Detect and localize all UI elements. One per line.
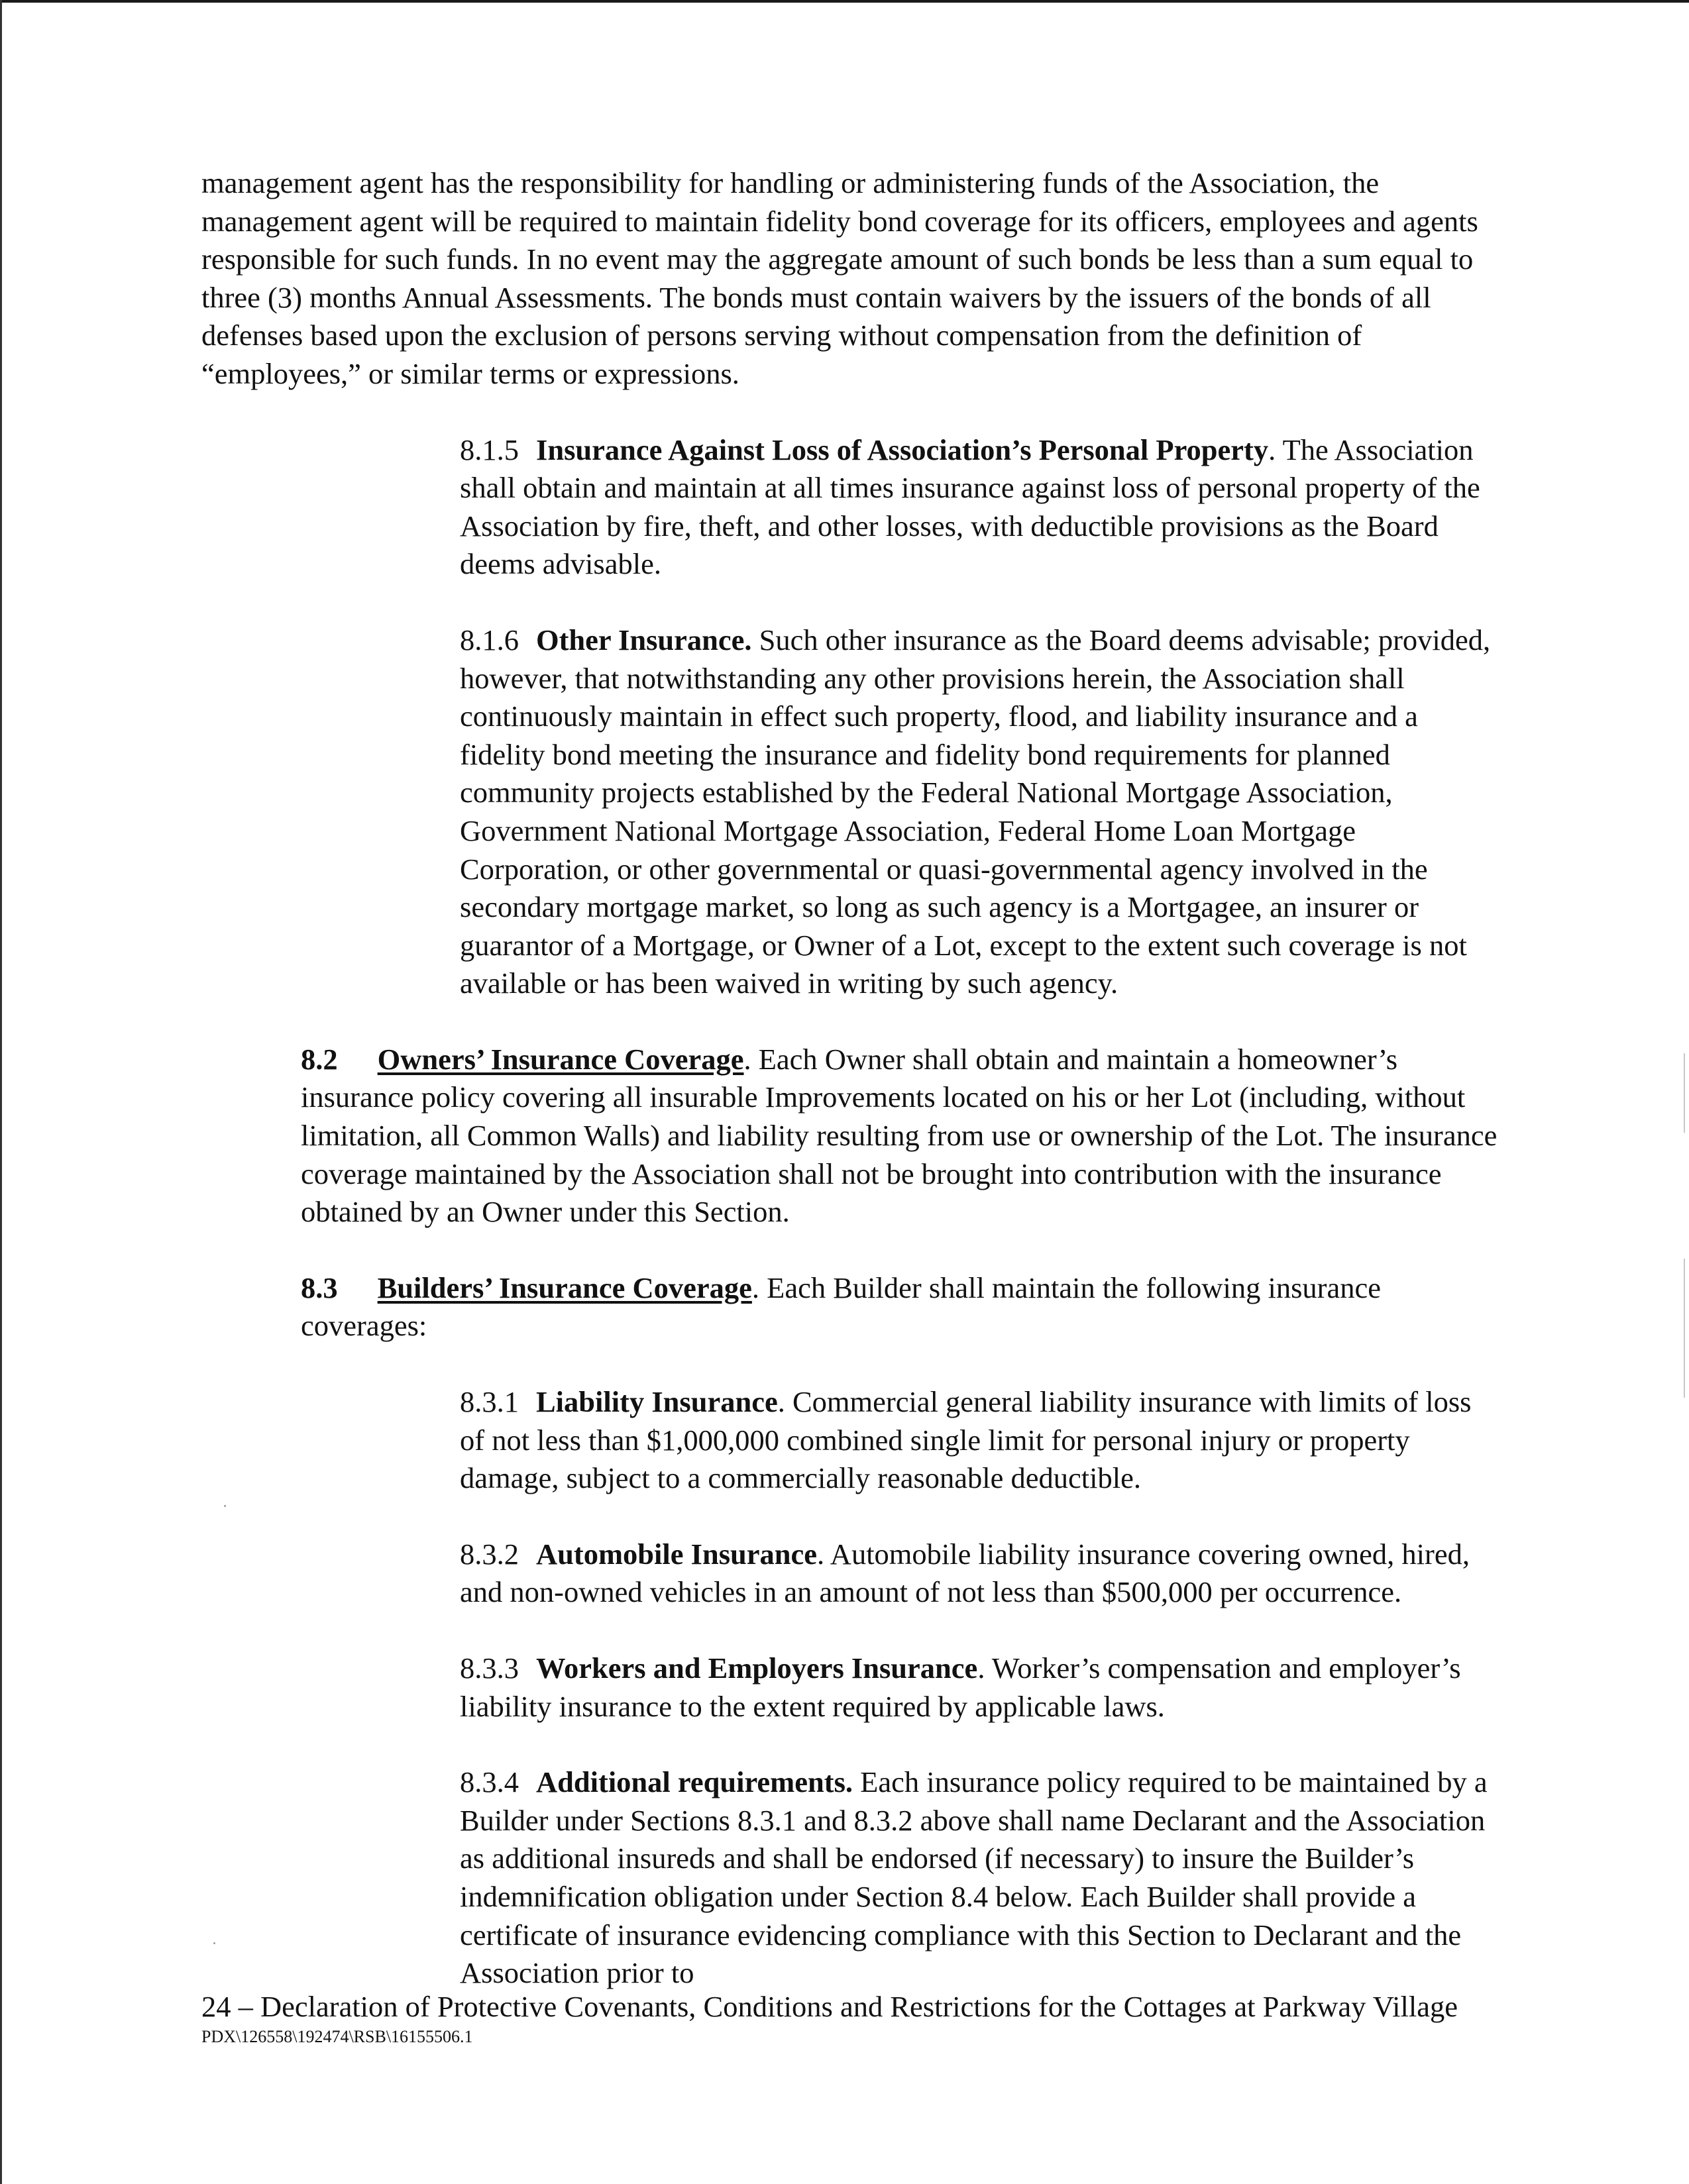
section-text: . Each Owner shall obtain and maintain a homeowner’s insurance policy covering all insurable Improvements located on his or her Lot (including, without limitation, all Common Walls) and liability resulting from use or ownership of the Lot. The insurance coverage maintained by the Association shall not be brought into contribution with the insurance obtained by an Owner under this Section. [301, 1042, 1498, 1229]
section-lead [201, 1269, 1500, 1345]
section-number: 8.3.1 [460, 1385, 519, 1419]
section-lead [201, 1383, 1500, 1498]
section-text: . Commercial general liability insurance with limits of loss of not less than $1,000,000 combined single limit for personal injury or property damage, subject to a commercially reasonable deductible. [460, 1385, 1472, 1495]
section-lead [201, 1535, 1500, 1612]
section-lead [201, 1763, 1500, 1993]
section-text: . Each Builder shall maintain the following insurance coverages: [301, 1271, 1381, 1343]
section-heading: Builders’ Insurance Coverage [377, 1271, 752, 1304]
section-heading: Owners’ Insurance Coverage [377, 1042, 744, 1076]
scan-mark [1684, 1259, 1685, 1398]
section-heading: Insurance Against Loss of Association’s Personal Property [536, 433, 1269, 466]
section-text: Each insurance policy required to be maintained by a Builder under Sections 8.3.1 and 8.3.2 above shall name Declarant and the Association as additional insureds and shall be endorsed (if necessary) to insure the Builder’s indemnification obligation under Section 8.4 below. Each Builder shall provide a certificate of insurance evidencing compliance with this Section to Declarant and the Association prior to [460, 1765, 1488, 1990]
page-left-edge [0, 0, 2, 2184]
section-8-3-3 [201, 1649, 1500, 1726]
section-8-3-1 [201, 1383, 1500, 1498]
scan-mark [1684, 1053, 1685, 1133]
section-heading: Liability Insurance [536, 1385, 778, 1419]
document-body [201, 164, 1500, 2030]
section-text: . The Association shall obtain and maintain at all times insurance against loss of personal property of the Association by fire, theft, and other losses, with deductible provisions as the Board deems advisable. [460, 433, 1480, 581]
section-text: Such other insurance as the Board deems advisable; provided, however, that notwithstanding any other provisions herein, the Association shall continuously maintain in effect such property, flood, and liability insurance and a fidelity bond meeting the insurance and fidelity bond requirements for planned community projects established by the Federal National Mortgage Association, Government National Mortgage Association, Federal Home Loan Mortgage Corporation, or other governmental or quasi-governmental agency involved in the secondary mortgage market, so long as such agency is a Mortgagee, an insurer or guarantor of a Mortgage, or Owner of a Lot, except to the extent such coverage is not available or has been waived in writing by such agency. [460, 623, 1491, 1000]
section-8-1-5 [201, 431, 1500, 584]
section-8-1-6 [201, 621, 1500, 1003]
section-heading: Workers and Employers Insurance [536, 1651, 978, 1685]
section-number: 8.3.4 [460, 1765, 519, 1799]
section-number: 8.1.5 [460, 433, 519, 466]
section-text: . Worker’s compensation and employer’s liability insurance to the extent required by applicable laws. [460, 1651, 1461, 1723]
section-lead [201, 621, 1500, 1003]
continuation-paragraph [201, 164, 1500, 393]
paragraph-text: management agent has the responsibility for handling or administering funds of the Association, the management agent will be required to maintain fidelity bond coverage for its officers, employees and agents responsible for such funds. In no event may the aggregate amount of such bonds be less than a sum equal to three (3) months Annual Assessments. The bonds must contain waivers by the issuers of the bonds of all defenses based upon the exclusion of persons serving without compensation from the definition of “employees,” or similar terms or expressions. [201, 166, 1478, 390]
section-number: 8.3 [301, 1271, 338, 1304]
section-8-3-4 [201, 1763, 1500, 1993]
section-heading: Automobile Insurance [536, 1537, 818, 1571]
section-number: 8.2 [301, 1042, 338, 1076]
section-number: 8.3.2 [460, 1537, 519, 1571]
footer-document-id: PDX\126558\192474\RSB\16155506.1 [201, 2027, 473, 2046]
section-number: 8.1.6 [460, 623, 519, 656]
section-text: . Automobile liability insurance covering owned, hired, and non-owned vehicles in an amount of not less than $500,000 per occurrence. [460, 1537, 1470, 1609]
section-lead [201, 1649, 1500, 1726]
section-8-3 [201, 1269, 1500, 1345]
section-lead [201, 1041, 1500, 1231]
section-number: 8.3.3 [460, 1651, 519, 1685]
section-heading: Additional requirements. [536, 1765, 853, 1799]
page-footer [201, 1988, 1500, 2048]
section-8-2 [201, 1041, 1500, 1231]
page-top-edge [0, 0, 1689, 3]
section-heading: Other Insurance. [536, 623, 752, 656]
footer-page-line: 24 – Declaration of Protective Covenants, Conditions and Restrictions for the Cottages at Parkway Village [201, 1990, 1458, 2023]
section-8-3-2 [201, 1535, 1500, 1612]
section-lead [201, 431, 1500, 584]
